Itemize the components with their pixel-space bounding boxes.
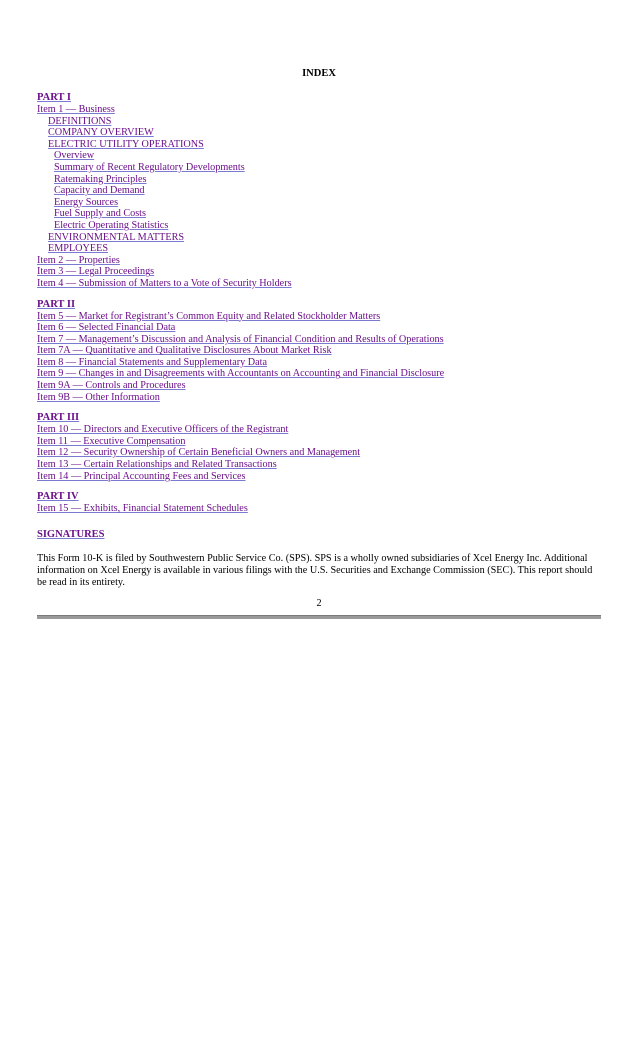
page-title: INDEX: [302, 68, 336, 79]
toc-item-link[interactable]: DEFINITIONS: [48, 115, 112, 127]
toc-section: [37, 299, 601, 404]
toc-entry: [37, 436, 601, 448]
toc-entry: [37, 116, 601, 128]
toc-item-link[interactable]: ENVIRONMENTAL MATTERS: [48, 231, 185, 243]
toc-entry: [37, 127, 601, 139]
toc-item-link[interactable]: Item 10 — Directors and Executive Officers of the Registrant: [37, 424, 289, 436]
intro-paragraph: This Form 10-K is filed by Southwestern Public Service Co. (SPS). SPS is a wholly owned subsidiaries of Xcel Energy Inc. Additional information on Xcel Energy is available in various filings with the U.S. Securities and Exchange Commission (SEC). This report should be read in its entirety.: [37, 553, 593, 588]
toc-entry: [37, 104, 601, 116]
part-heading-link[interactable]: PART II: [37, 298, 76, 310]
toc-item-link[interactable]: Item 7A — Quantitative and Qualitative Disclosures About Market Risk: [37, 345, 332, 357]
signatures-link[interactable]: SIGNATURES: [37, 529, 105, 540]
part-heading-link[interactable]: PART IV: [37, 491, 79, 503]
toc-entry: [37, 447, 601, 459]
toc-entry: [37, 232, 601, 244]
toc-item-link[interactable]: Ratemaking Principles: [54, 173, 147, 185]
table-of-contents: [37, 92, 601, 524]
toc-entry: [37, 380, 601, 392]
toc-item-link[interactable]: Item 12 — Security Ownership of Certain Beneficial Owners and Management: [37, 447, 361, 459]
toc-entry: [37, 278, 601, 290]
toc-item-link[interactable]: Item 6 — Selected Financial Data: [37, 322, 176, 334]
toc-item-link[interactable]: Item 9A — Controls and Procedures: [37, 380, 186, 392]
toc-item-link[interactable]: Item 8 — Financial Statements and Supplementary Data: [37, 356, 268, 368]
toc-item-link[interactable]: COMPANY OVERVIEW: [48, 127, 154, 139]
toc-entry: [37, 174, 601, 186]
toc-item-link[interactable]: Item 11 — Executive Compensation: [37, 435, 186, 447]
toc-entry: [37, 322, 601, 334]
toc-entry: [37, 345, 601, 357]
toc-entry: [37, 208, 601, 220]
toc-item-link[interactable]: Electric Operating Statistics: [54, 219, 169, 231]
toc-entry: [37, 185, 601, 197]
toc-item-link[interactable]: Item 5 — Market for Registrant’s Common Equity and Related Stockholder Matters: [37, 310, 381, 322]
toc-item-link[interactable]: Item 4 — Submission of Matters to a Vote of Security Holders: [37, 277, 292, 289]
toc-section: [37, 92, 601, 290]
toc-entry: [37, 197, 601, 209]
toc-item-link[interactable]: Item 14 — Principal Accounting Fees and Services: [37, 470, 246, 482]
toc-item-link[interactable]: Item 7 — Management’s Discussion and Analysis of Financial Condition and Results of Operations: [37, 333, 444, 345]
toc-item-link[interactable]: Energy Sources: [54, 196, 119, 208]
toc-item-link[interactable]: Item 3 — Legal Proceedings: [37, 266, 155, 278]
toc-entry: [37, 459, 601, 471]
toc-entry: [37, 150, 601, 162]
toc-entry: [37, 311, 601, 323]
toc-entry: [37, 266, 601, 278]
toc-entry: [37, 243, 601, 255]
part-heading-link[interactable]: PART III: [37, 412, 80, 424]
toc-item-link[interactable]: Item 13 — Certain Relationships and Related Transactions: [37, 459, 277, 471]
toc-entry: [37, 357, 601, 369]
toc-item-link[interactable]: Overview: [54, 150, 95, 162]
toc-entry: [37, 471, 601, 483]
toc-item-link[interactable]: Item 15 — Exhibits, Financial Statement Schedules: [37, 503, 248, 515]
toc-item-link[interactable]: Capacity and Demand: [54, 185, 145, 197]
toc-entry: [37, 503, 601, 515]
toc-item-link[interactable]: Item 1 — Business: [37, 104, 115, 115]
toc-entry: [37, 220, 601, 232]
toc-item-link[interactable]: Summary of Recent Regulatory Developments: [54, 161, 245, 173]
page-divider: [37, 615, 601, 619]
toc-entry: [37, 424, 601, 436]
part-heading-link[interactable]: PART I: [37, 92, 71, 103]
toc-section: [37, 412, 601, 482]
toc-section: [37, 491, 601, 515]
toc-item-link[interactable]: Fuel Supply and Costs: [54, 208, 146, 220]
toc-item-link[interactable]: Item 2 — Properties: [37, 254, 120, 266]
toc-item-link[interactable]: ELECTRIC UTILITY OPERATIONS: [48, 138, 204, 150]
toc-item-link[interactable]: EMPLOYEES: [48, 243, 108, 255]
toc-entry: [37, 139, 601, 151]
toc-entry: [37, 162, 601, 174]
toc-entry: [37, 392, 601, 404]
toc-entry: [37, 368, 601, 380]
toc-entry: [37, 255, 601, 267]
toc-item-link[interactable]: Item 9 — Changes in and Disagreements with Accountants on Accounting and Financial Disclosure: [37, 368, 445, 380]
page-number: 2: [316, 598, 322, 609]
toc-entry: [37, 334, 601, 346]
toc-item-link[interactable]: Item 9B — Other Information: [37, 391, 160, 403]
